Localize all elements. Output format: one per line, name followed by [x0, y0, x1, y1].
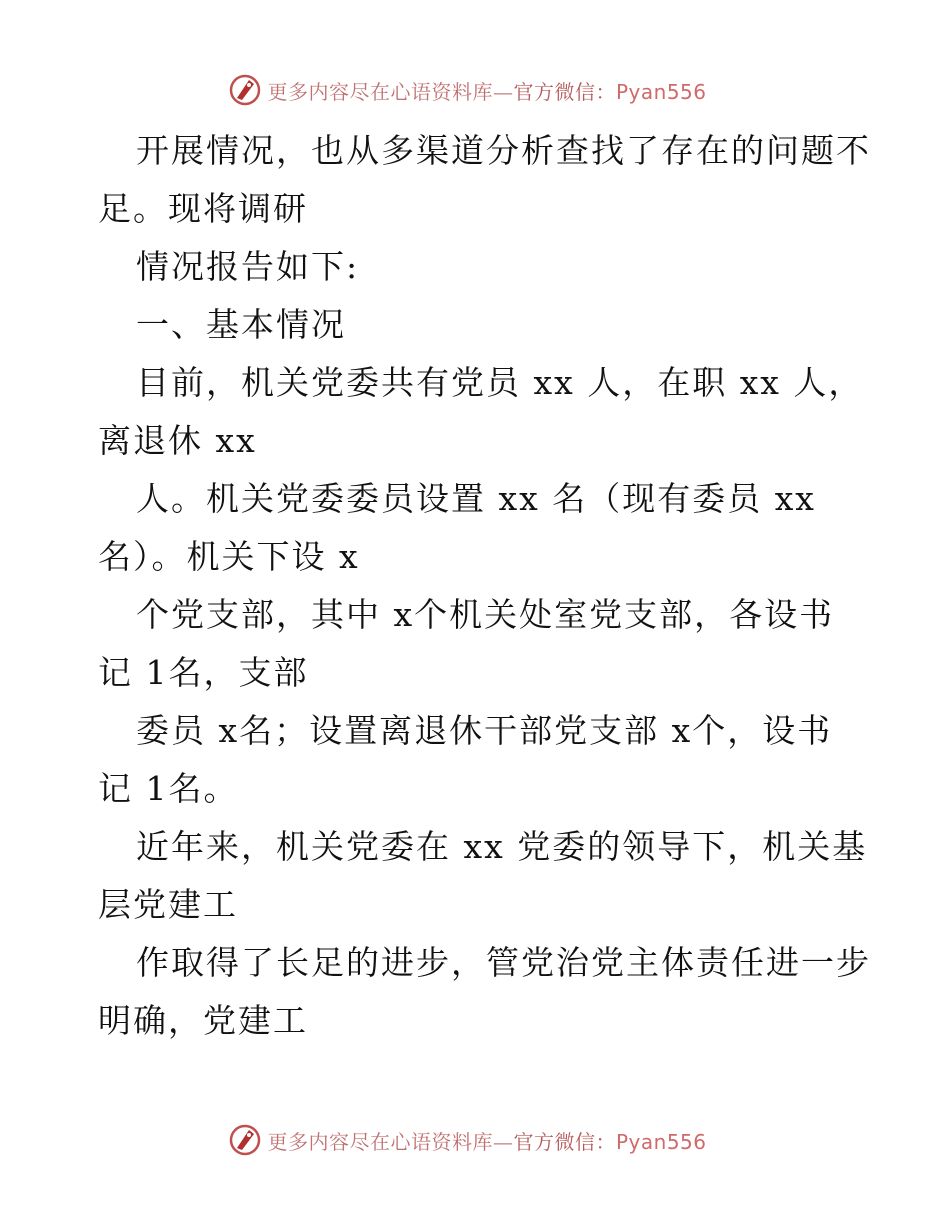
- text-line: 记 1名，支部: [98, 653, 309, 692]
- header-watermark: [0, 70, 950, 110]
- watermark-text: 更多内容尽在心语资料库—官方微信：Pyan556: [267, 79, 707, 104]
- text-line: 目前，机关党委共有党员 xx 人，在职 xx 人，: [136, 363, 864, 402]
- text-line: 名）。机关下设 x: [98, 537, 360, 576]
- text-line: 作取得了长足的进步，管党治党主体责任进一步: [136, 943, 871, 982]
- text-line: 近年来，机关党委在 xx 党委的领导下，机关基: [136, 827, 868, 866]
- text-line: 明确，党建工: [98, 1001, 308, 1040]
- text-line: 情况报告如下:: [136, 247, 360, 286]
- text-line: 层党建工: [98, 885, 238, 924]
- text-line: 记 1名。: [98, 769, 239, 808]
- text-line: 个党支部，其中 x个机关处室党支部，各设书: [136, 595, 835, 634]
- text-line: 人。机关党委委员设置 xx 名（现有委员 xx: [136, 479, 816, 518]
- watermark-text: 更多内容尽在心语资料库—官方微信：Pyan556: [267, 1129, 707, 1154]
- section-heading: 一、基本情况: [136, 305, 346, 344]
- text-line: 离退休 xx: [98, 421, 257, 460]
- text-line: 开展情况，也从多渠道分析查找了存在的问题不: [136, 131, 871, 170]
- watermark-group: [227, 72, 706, 108]
- text-line: 足。现将调研: [98, 189, 308, 228]
- pen-nib-circle-icon: [227, 72, 263, 108]
- pen-nib-circle-icon: [227, 1122, 263, 1158]
- watermark-group: [227, 1122, 706, 1158]
- footer-watermark: [0, 1120, 950, 1160]
- text-line: 委员 x名；设置离退休干部党支部 x个，设书: [136, 711, 833, 750]
- document-body: [98, 122, 871, 1050]
